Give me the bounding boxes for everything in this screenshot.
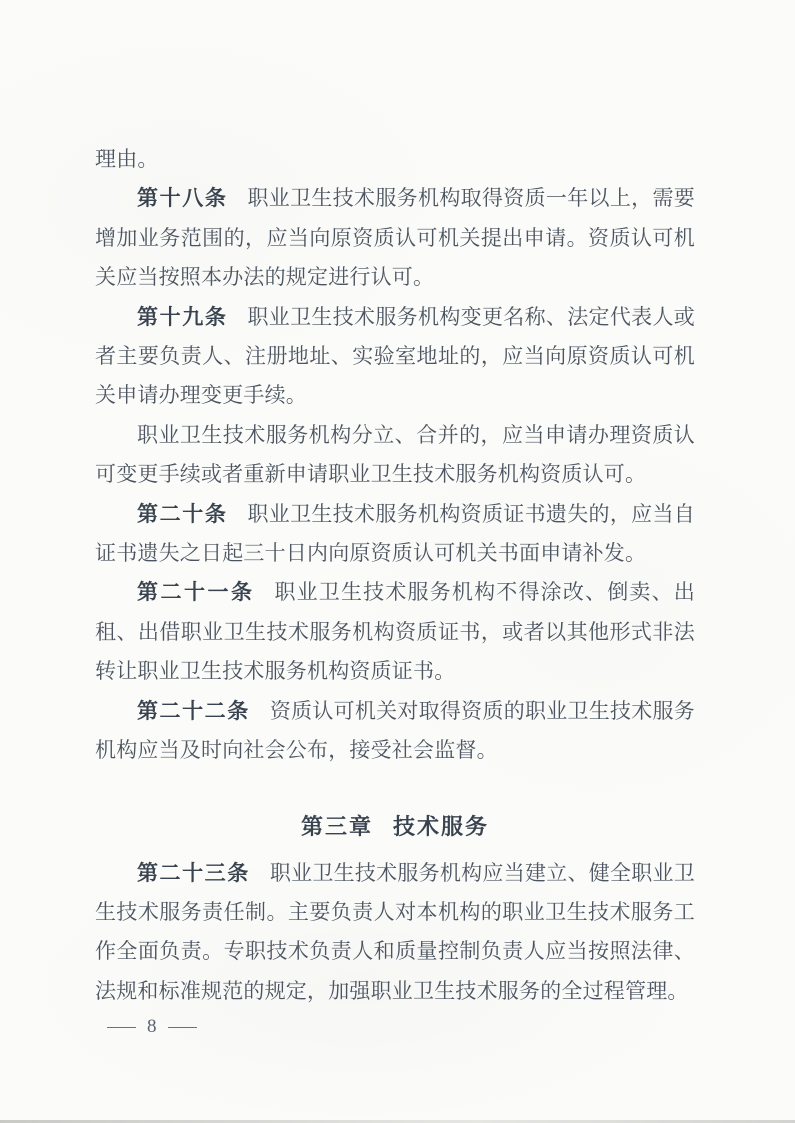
- article-18-paragraph: [95, 179, 695, 297]
- paragraph-text: 职业卫生技术服务机构资质证书遗失的，应当自证书遗失之日起三十日内向原资质认可机关书面申请补发。: [95, 501, 695, 566]
- chapter-title: 技术服务: [393, 813, 490, 839]
- article-20-paragraph: [95, 495, 695, 574]
- article-19-number: 第十九条: [137, 304, 228, 329]
- page-footer: [107, 1014, 197, 1040]
- article-21-paragraph: [95, 573, 695, 691]
- page-number: 8: [147, 1016, 157, 1037]
- paragraph-text: 职业卫生技术服务机构变更名称、法定代表人或者主要负责人、注册地址、实验室地址的，应当向原资质认可机关申请办理变更手续。: [95, 304, 695, 408]
- article-22-number: 第二十二条: [137, 698, 250, 723]
- article-20-number: 第二十条: [137, 501, 228, 526]
- article-23-paragraph: [95, 854, 695, 1012]
- chapter-number: 第三章: [300, 813, 373, 839]
- chapter-heading: [95, 807, 695, 847]
- article-19-second-paragraph: [95, 416, 695, 495]
- article-22-paragraph: [95, 692, 695, 771]
- paragraph-text: 职业卫生技术服务机构应当建立、健全职业卫生技术服务责任制。主要负责人对本机构的职业卫生技术服务工作全面负责。专职技术负责人和质量控制负责人应当按照法律、法规和标准规范的规定，加强职业卫生技术服务的全过程管理。: [95, 860, 695, 1003]
- article-18-number: 第十八条: [137, 186, 228, 211]
- article-19-paragraph: [95, 298, 695, 416]
- footer-dash-right: —: [167, 1016, 197, 1037]
- article-21-number: 第二十一条: [137, 580, 255, 605]
- paragraph-continuation: [95, 140, 695, 179]
- paragraph-text: 理由。: [95, 147, 159, 171]
- article-23-number: 第二十三条: [137, 860, 250, 885]
- paragraph-text: 职业卫生技术服务机构不得涂改、倒卖、出租、出借职业卫生技术服务机构资质证书，或者以其他形式非法转让职业卫生技术服务机构资质证书。: [95, 580, 695, 684]
- paragraph-text: 职业卫生技术服务机构取得资质一年以上，需要增加业务范围的，应当向原资质认可机关提出申请。资质认可机关应当按照本办法的规定进行认可。: [95, 186, 695, 290]
- footer-dash-left: —: [107, 1016, 136, 1037]
- paragraph-text: 职业卫生技术服务机构分立、合并的，应当申请办理资质认可变更手续或者重新申请职业卫生技术服务机构资质认可。: [95, 422, 695, 487]
- paragraph-text: 资质认可机关对取得资质的职业卫生技术服务机构应当及时向社会公布，接受社会监督。: [95, 698, 695, 763]
